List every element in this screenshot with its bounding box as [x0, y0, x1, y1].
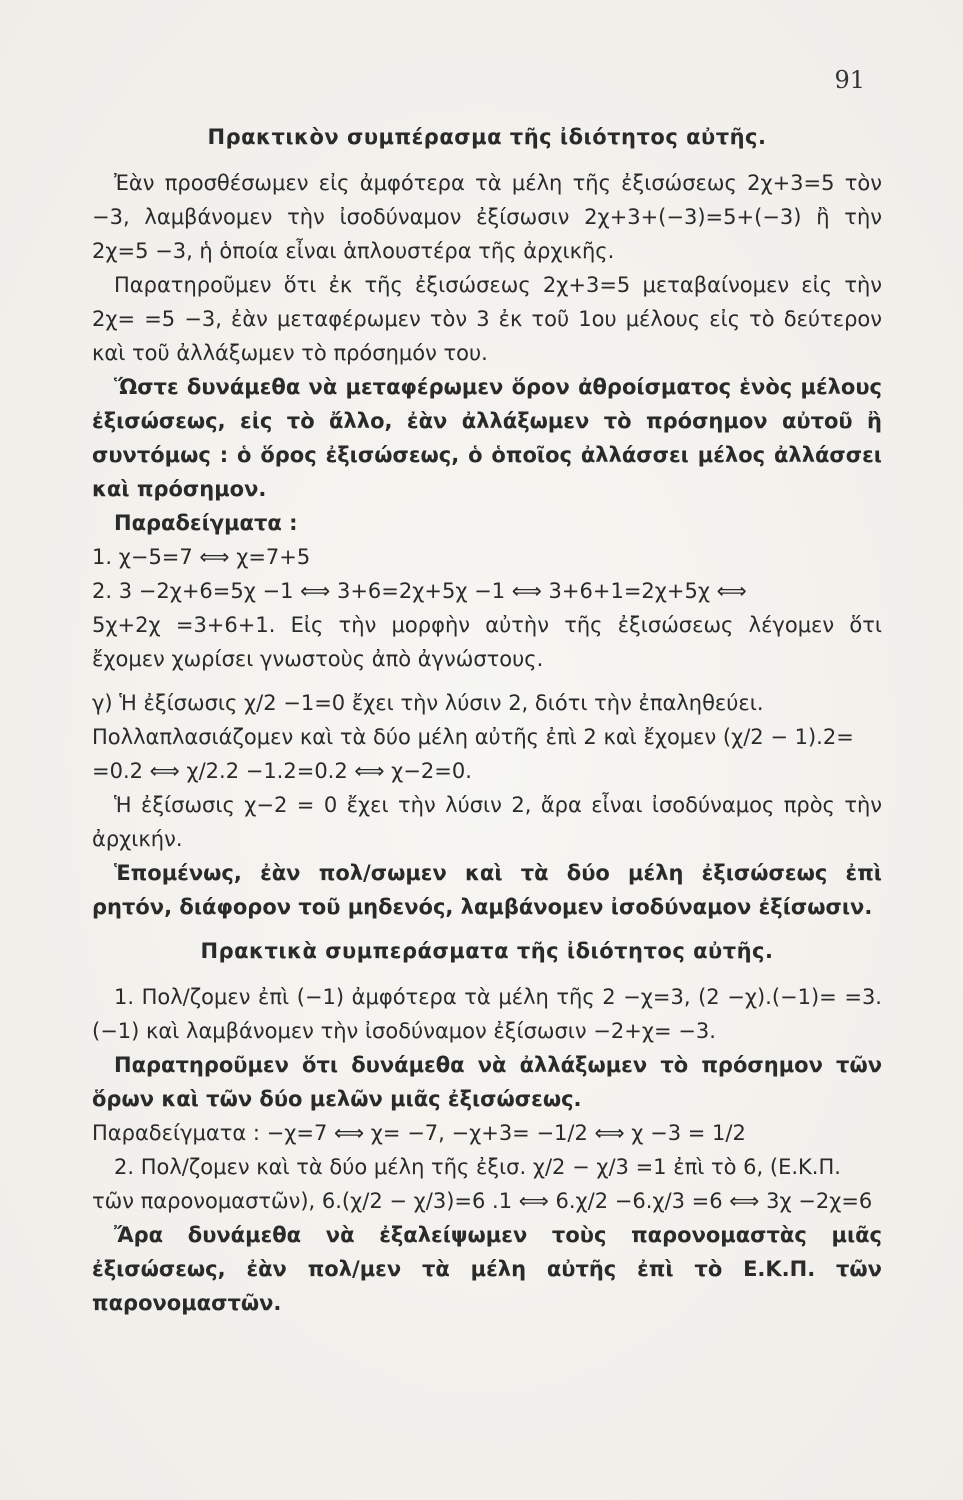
- examples-label: Παραδείγματα :: [114, 511, 298, 535]
- item-2-line: τῶν παρονομαστῶν), 6.(χ/2 − χ/3)=6 .1 ⟺ 6.χ/2 −6.χ/3 =6 ⟺ 3χ −2χ=6: [92, 1189, 873, 1213]
- page-number: 91: [834, 66, 865, 94]
- multiply-line: =0.2 ⟺ χ/2.2 −1.2=0.2 ⟺ χ−2=0.: [92, 759, 472, 783]
- page-content: [92, 120, 882, 1320]
- section-heading: Πρακτικὸν συμπέρασμα τῆς ἰδιότητος αὐτῆς.: [207, 125, 767, 149]
- paragraph: Ἐὰν προσθέσωμεν εἰς ἀμφότερα τὰ μέλη τῆς ἐξισώσεως 2χ+3=5 τὸν −3, λαμβάνομεν τὴν ἰσοδύναμον ἐξίσωσιν 2χ+3+(−3)=5+(−3) ἢ τὴν 2χ=5 −3, ἡ ὁποία εἶναι ἁπλουστέρα τῆς ἀρχικῆς.: [92, 171, 882, 263]
- rule-paragraph: Ὥστε δυνάμεθα νὰ μεταφέρωμεν ὅρον ἀθροίσματος ἑνὸς μέλους ἐξισώσεως, εἰς τὸ ἄλλο, ἐὰν ἀλλάξωμεν τὸ πρόσημον αὐτοῦ ἢ συντόμως : ὁ ὅρος ἐξισώσεως, ὁ ὁποῖος ἀλλάσσει μέλος ἀλλάσσει καὶ πρόσημον.: [92, 375, 882, 501]
- example-2-text: 5χ+2χ =3+6+1. Εἰς τὴν μορφὴν αὐτὴν τῆς ἐξισώσεως λέγομεν ὅτι ἔχομεν χωρίσει γνωστοὺς ἀπὸ ἀγνώστους.: [92, 613, 882, 671]
- equivalence-paragraph: Ἡ ἐξίσωσις χ−2 = 0 ἔχει τὴν λύσιν 2, ἄρα εἶναι ἰσοδύναμος πρὸς τὴν ἀρχικήν.: [92, 793, 882, 851]
- section-heading: Πρακτικὰ συμπεράσματα τῆς ἰδιότητος αὐτῆς.: [200, 939, 774, 963]
- examples-2: Παραδείγματα : −χ=7 ⟺ χ= −7, −χ+3= −1/2 ⟺ χ −3 = 1/2: [92, 1121, 746, 1145]
- item-2-line: 2. Πολ/ζομεν καὶ τὰ δύο μέλη τῆς ἐξισ. χ/2 − χ/3 =1 ἐπὶ τὸ 6, (Ε.Κ.Π.: [114, 1155, 841, 1179]
- final-paragraph: Ἄρα δυνάμεθα νὰ ἐξαλείψωμεν τοὺς παρονομαστὰς μιᾶς ἐξισώσεως, ἐὰν πολ/μεν τὰ μέλη αὐτῆς ἐπὶ τὸ Ε.Κ.Π. τῶν παρονομαστῶν.: [92, 1223, 882, 1315]
- paragraph: Παρατηροῦμεν ὅτι ἐκ τῆς ἐξισώσεως 2χ+3=5 μεταβαίνομεν εἰς τὴν 2χ= =5 −3, ἐὰν μεταφέρωμεν τὸν 3 ἐκ τοῦ 1ου μέλους εἰς τὸ δεύτερον καὶ τοῦ ἀλλάξωμεν τὸ πρόσημόν του.: [92, 273, 882, 365]
- observation-paragraph: Παρατηροῦμεν ὅτι δυνάμεθα νὰ ἀλλάξωμεν τὸ πρόσημον τῶν ὅρων καὶ τῶν δύο μελῶν μιᾶς ἐξισώσεως.: [92, 1053, 882, 1111]
- item-1: 1. Πολ/ζομεν ἐπὶ (−1) ἀμφότερα τὰ μέλη τῆς 2 −χ=3, (2 −χ).(−1)= =3.(−1) καὶ λαμβάνομεν τὴν ἰσοδύναμον ἐξίσωσιν −2+χ= −3.: [92, 985, 882, 1043]
- example-2-line: 2. 3 −2χ+6=5χ −1 ⟺ 3+6=2χ+5χ −1 ⟺ 3+6+1=2χ+5χ ⟺: [92, 579, 747, 603]
- conclusion-paragraph: Ἑπομένως, ἐὰν πολ/σωμεν καὶ τὰ δύο μέλη ἐξισώσεως ἐπὶ ρητόν, διάφορον τοῦ μηδενός, λαμβάνομεν ἰσοδύναμον ἐξίσωσιν.: [92, 861, 882, 919]
- gamma-statement: γ) Ἡ ἐξίσωσις χ/2 −1=0 ἔχει τὴν λύσιν 2, διότι τὴν ἐπαληθεύει.: [92, 691, 764, 715]
- multiply-line: Πολλαπλασιάζομεν καὶ τὰ δύο μέλη αὐτῆς ἐπὶ 2 καὶ ἔχομεν (χ/2 − 1).2=: [92, 725, 854, 749]
- example-1: 1. χ−5=7 ⟺ χ=7+5: [92, 545, 311, 569]
